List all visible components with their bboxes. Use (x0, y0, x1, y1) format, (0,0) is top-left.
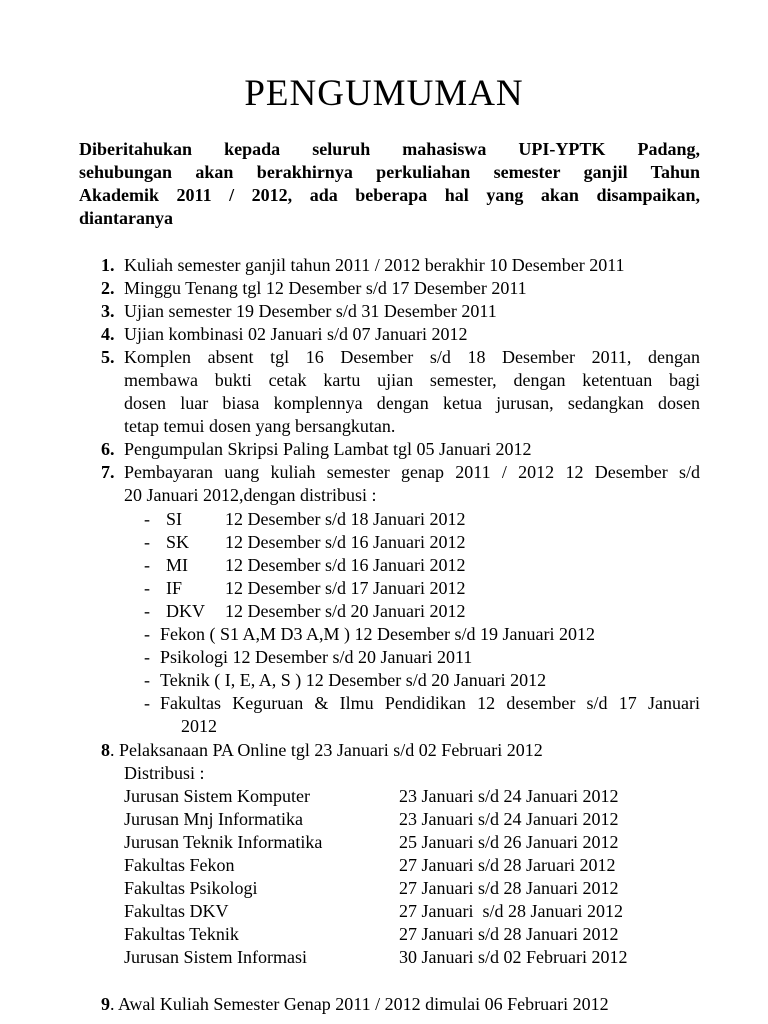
payment-entry: Psikologi 12 Desember s/d 20 Januari 2011 (160, 647, 473, 667)
unit-name: Fakultas Teknik (124, 924, 239, 944)
intro-line: sehubungan akan berakhirnya perkuliahan semester ganjil Tahun (79, 162, 700, 182)
unit-name: Jurusan Sistem Komputer (124, 786, 310, 806)
item-number: 2. (101, 278, 115, 298)
unit-name: Fakultas DKV (124, 901, 229, 921)
payment-entry: 2012 (181, 716, 217, 736)
list-dash: - (144, 670, 150, 690)
item-number: 3. (101, 301, 115, 321)
date-range: 27 Januari s/d 28 Januari 2012 (399, 878, 619, 898)
item-text: Pengumpulan Skripsi Paling Lambat tgl 05 Januari 2012 (124, 439, 532, 459)
payment-entry: Fekon ( S1 A,M D3 A,M ) 12 Desember s/d 19 Januari 2012 (160, 624, 595, 644)
date-range: 30 Januari s/d 02 Februari 2012 (399, 947, 628, 967)
list-dash: - (144, 509, 150, 529)
item-number: 6. (101, 439, 115, 459)
unit-name: Fakultas Psikologi (124, 878, 258, 898)
intro-paragraph (79, 138, 700, 230)
item-text: tetap temui dosen yang bersangkutan. (124, 416, 396, 436)
date-range: 12 Desember s/d 17 Januari 2012 (225, 578, 466, 598)
intro-line: Akademik 2011 / 2012, ada beberapa hal yang akan disampaikan, (79, 185, 700, 205)
unit-name: Jurusan Sistem Informasi (124, 947, 307, 967)
item-9 (101, 993, 609, 1016)
item-text: membawa bukti cetak kartu ujian semester, dengan ketentuan bagi (124, 370, 700, 390)
item-text: . Awal Kuliah Semester Genap 2011 / 2012 dimulai 06 Februari 2012 (110, 994, 609, 1014)
program-code: DKV (166, 601, 205, 621)
distribution-label: Distribusi : (124, 763, 205, 783)
list-dash: - (144, 624, 150, 644)
item-text: . Pelaksanaan PA Online tgl 23 Januari s/d 02 Februari 2012 (110, 740, 543, 760)
item-text: Minggu Tenang tgl 12 Desember s/d 17 Desember 2011 (124, 278, 527, 298)
program-code: MI (166, 555, 188, 575)
item-number: 5. (101, 347, 115, 367)
date-range: 27 Januari s/d 28 Januari 2012 (399, 924, 619, 944)
unit-name: Fakultas Fekon (124, 855, 235, 875)
item-text: Ujian semester 19 Desember s/d 31 Desember 2011 (124, 301, 497, 321)
program-code: SI (166, 509, 183, 529)
list-dash: - (144, 647, 150, 667)
date-range: 12 Desember s/d 16 Januari 2012 (225, 555, 466, 575)
item-text: Ujian kombinasi 02 Januari s/d 07 Januari 2012 (124, 324, 468, 344)
item-number: 1. (101, 255, 115, 275)
date-range: 25 Januari s/d 26 Januari 2012 (399, 832, 619, 852)
unit-name: Jurusan Teknik Informatika (124, 832, 323, 852)
list-dash: - (144, 532, 150, 552)
item-number: 8 (101, 740, 110, 760)
payment-entry: Teknik ( I, E, A, S ) 12 Desember s/d 20 Januari 2012 (160, 670, 547, 690)
item-text: Kuliah semester ganjil tahun 2011 / 2012 berakhir 10 Desember 2011 (124, 255, 625, 275)
item-text: dosen luar biasa komplennya dengan ketua jurusan, sedangkan dosen (124, 393, 700, 413)
item-text: Komplen absent tgl 16 Desember s/d 18 Desember 2011, dengan (124, 347, 700, 367)
date-range: 12 Desember s/d 20 Januari 2012 (225, 601, 466, 621)
date-range: 27 Januari s/d 28 Jaruari 2012 (399, 855, 616, 875)
list-dash: - (144, 601, 150, 621)
list-dash: - (144, 578, 150, 598)
date-range: 23 Januari s/d 24 Januari 2012 (399, 786, 619, 806)
item-number: 4. (101, 324, 115, 344)
item-text: Pembayaran uang kuliah semester genap 2011 / 2012 12 Desember s/d (124, 462, 700, 482)
program-code: SK (166, 532, 190, 552)
intro-line: Diberitahukan kepada seluruh mahasiswa UPI-YPTK Padang, (79, 139, 700, 159)
item-number: 9 (101, 994, 110, 1014)
date-range: 12 Desember s/d 16 Januari 2012 (225, 532, 466, 552)
page-title: PENGUMUMAN (244, 73, 524, 114)
date-range: 23 Januari s/d 24 Januari 2012 (399, 809, 619, 829)
item-8 (101, 739, 543, 762)
item-number: 7. (101, 462, 115, 482)
intro-line: diantaranya (79, 208, 174, 228)
list-dash: - (144, 693, 150, 713)
unit-name: Jurusan Mnj Informatika (124, 809, 303, 829)
date-range: 12 Desember s/d 18 Januari 2012 (225, 509, 466, 529)
program-code: IF (166, 578, 183, 598)
list-dash: - (144, 555, 150, 575)
date-range: 27 Januari s/d 28 Januari 2012 (399, 901, 623, 921)
item-text: 20 Januari 2012,dengan distribusi : (124, 485, 377, 505)
payment-entry: Fakultas Keguruan & Ilmu Pendidikan 12 desember s/d 17 Januari (160, 693, 700, 713)
